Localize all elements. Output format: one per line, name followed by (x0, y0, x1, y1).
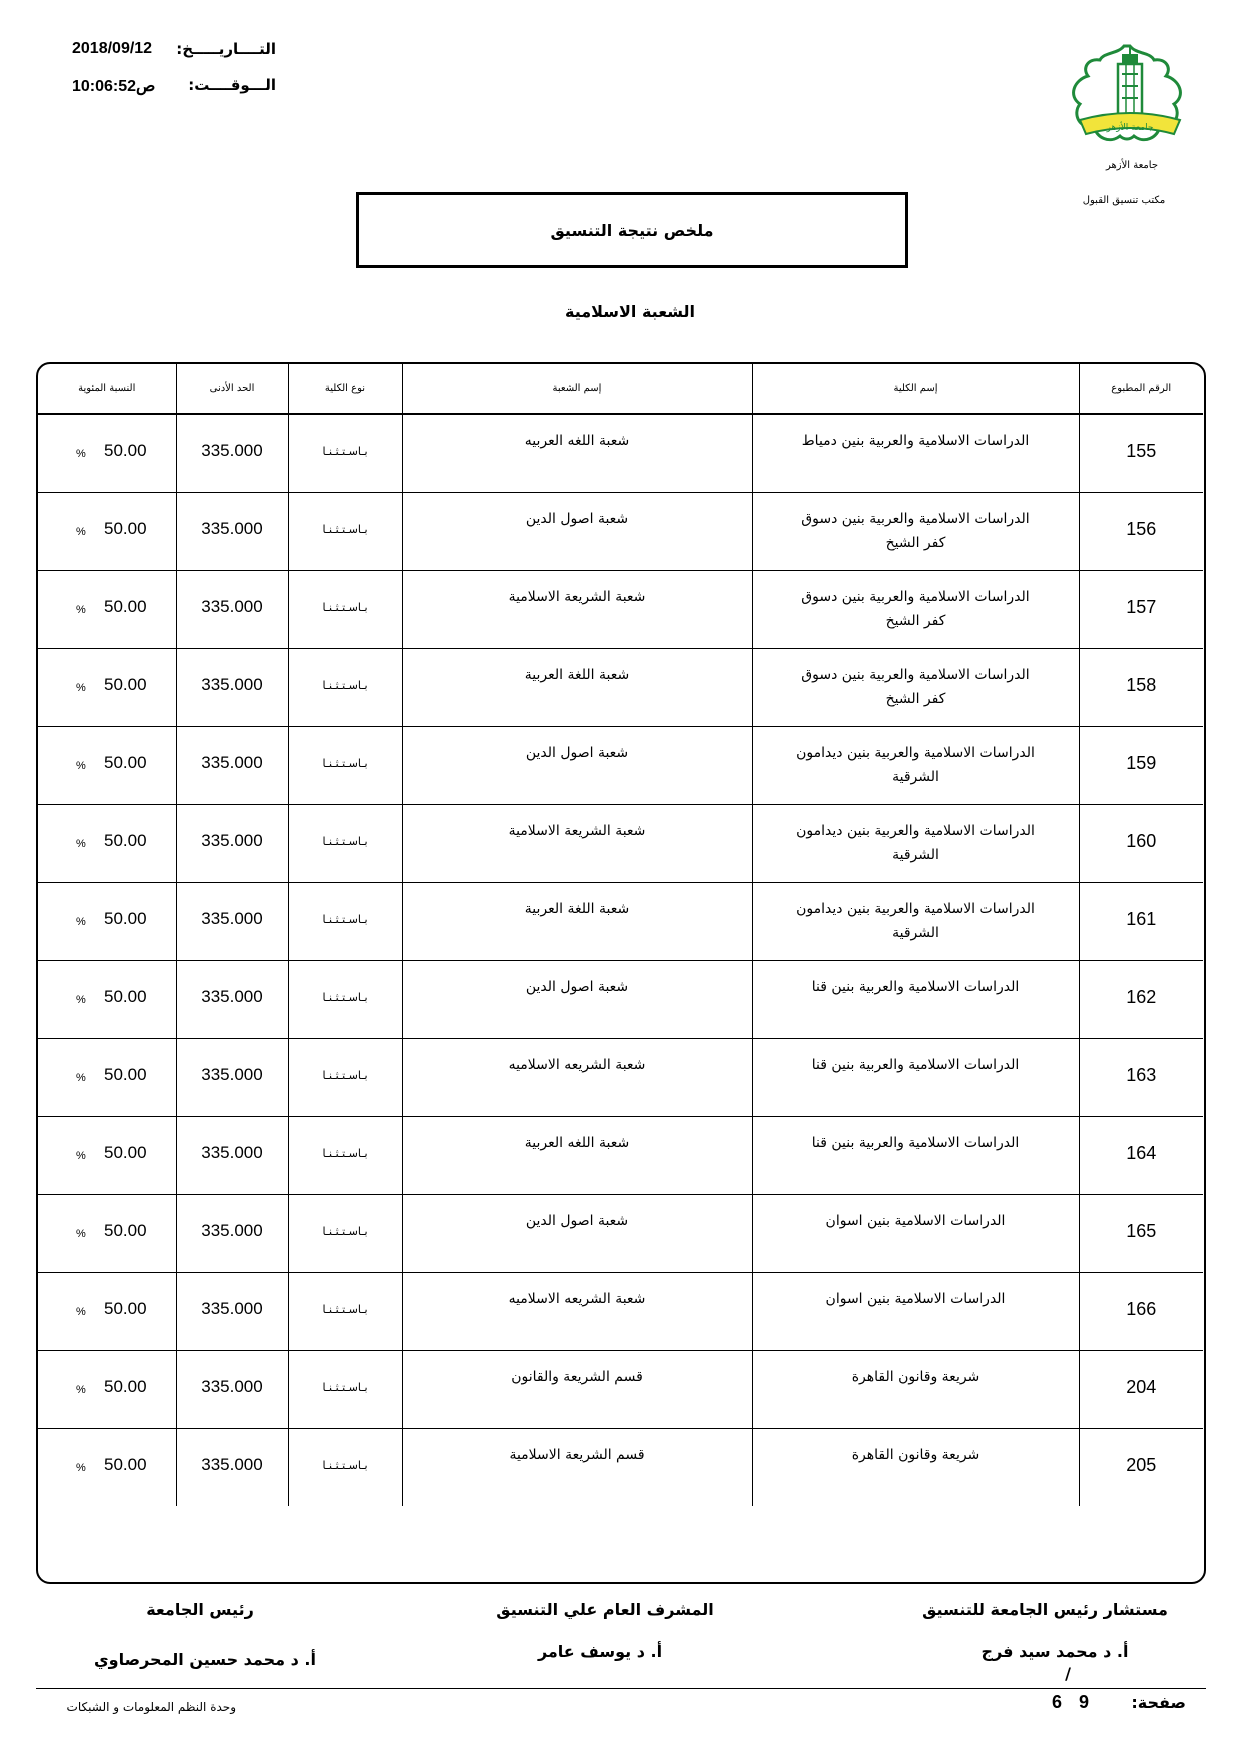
id-value: 156 (1126, 518, 1157, 539)
type-cell (288, 1116, 402, 1194)
min-cell (176, 1038, 288, 1116)
university-logo (1062, 40, 1198, 150)
percent-sign: % (76, 1071, 86, 1084)
percent-sign: % (76, 1149, 86, 1162)
type-value: بـاسـتـثـنـا (322, 522, 368, 536)
id-cell (1079, 1350, 1203, 1428)
college-cell (752, 804, 1079, 882)
type-cell (288, 726, 402, 804)
min-value: 335.000 (201, 596, 263, 616)
header-type: نوع الكلية (288, 364, 402, 414)
college-value: الدراسات الاسلامية والعربية بنين دسوق كفر الشيخ (801, 588, 1030, 629)
percent-cell (38, 726, 176, 804)
college-cell (752, 1038, 1079, 1116)
id-cell (1079, 1272, 1203, 1350)
branch-value: شعبة اصول الدين (525, 978, 629, 995)
min-value: 335.000 (201, 674, 263, 694)
college-cell (752, 1428, 1079, 1506)
type-value: بـاسـتـثـنـا (322, 1302, 368, 1316)
branch-cell (402, 726, 752, 804)
min-value: 335.000 (201, 1376, 263, 1396)
branch-cell (402, 804, 752, 882)
supervisor-name: أ. د يوسف عامر (537, 1642, 663, 1661)
percent-value: 50.00 (104, 986, 147, 1006)
percent-value: 50.00 (104, 1454, 147, 1474)
branch-cell (402, 648, 752, 726)
branch-cell (402, 882, 752, 960)
type-cell (288, 1038, 402, 1116)
branch-value: شعبة الشريعة الاسلامية (508, 588, 646, 605)
min-value: 335.000 (201, 908, 263, 928)
id-value: 164 (1126, 1142, 1157, 1163)
branch-cell (402, 492, 752, 570)
percent-value: 50.00 (104, 674, 147, 694)
type-cell (288, 414, 402, 492)
college-cell (752, 1194, 1079, 1272)
advisor-name: أ. د محمد سيد فرج (981, 1642, 1129, 1661)
id-value: 155 (1126, 441, 1157, 461)
table-row (38, 804, 1203, 882)
header-college: إسم الكلية (752, 364, 1079, 414)
type-cell (288, 570, 402, 648)
org-name: جامعة الأزهر (1105, 160, 1159, 171)
college-cell (752, 414, 1079, 492)
type-value: بـاسـتـثـنـا (322, 1146, 368, 1160)
branch-cell (402, 570, 752, 648)
table-row (38, 1038, 1203, 1116)
id-value: 165 (1126, 1220, 1157, 1241)
college-cell (752, 492, 1079, 570)
percent-value: 50.00 (104, 1376, 147, 1396)
percent-value: 50.00 (104, 596, 147, 616)
min-value: 335.000 (201, 441, 263, 460)
percent-value: 50.00 (104, 1220, 147, 1240)
percent-sign: % (76, 993, 86, 1006)
percent-cell (38, 1350, 176, 1428)
supervisor-title: المشرف العام علي التنسيق (496, 1600, 714, 1619)
min-cell (176, 492, 288, 570)
college-value: الدراسات الاسلامية والعربية بنين قنا (811, 1056, 1020, 1073)
branch-value: قسم الشريعة والقانون (511, 1368, 643, 1385)
college-value: الدراسات الاسلامية والعربية بنين ديدامون الشرقية (796, 744, 1035, 785)
college-value: الدراسات الاسلامية والعربية بنين دسوق كفر الشيخ (801, 666, 1030, 707)
results-table (38, 364, 1203, 1506)
id-value: 158 (1126, 674, 1157, 695)
president-name: أ. د محمد حسين المحرصاوي (94, 1650, 316, 1669)
type-value: بـاسـتـثـنـا (322, 1380, 368, 1394)
table-header-row (38, 364, 1203, 414)
min-value: 335.000 (201, 518, 263, 538)
branch-cell (402, 414, 752, 492)
table-row (38, 882, 1203, 960)
min-value: 335.000 (201, 1142, 263, 1162)
id-cell (1079, 804, 1203, 882)
table-row (38, 570, 1203, 648)
type-value: بـاسـتـثـنـا (322, 990, 368, 1004)
min-cell (176, 1194, 288, 1272)
percent-value: 50.00 (104, 1142, 147, 1162)
min-cell (176, 414, 288, 492)
min-cell (176, 648, 288, 726)
college-cell (752, 570, 1079, 648)
id-cell (1079, 1038, 1203, 1116)
branch-cell (402, 1038, 752, 1116)
min-value: 335.000 (201, 1064, 263, 1084)
percent-value: 50.00 (104, 1064, 147, 1084)
type-cell (288, 1272, 402, 1350)
page-label: صفحة: (1131, 1693, 1186, 1712)
branch-value: قسم الشريعة الاسلامية (509, 1446, 645, 1463)
type-value: بـاسـتـثـنـا (322, 1224, 368, 1238)
college-value: الدراسات الاسلامية والعربية بنين قنا (811, 978, 1020, 995)
college-value: الدراسات الاسلامية بنين اسوان (825, 1290, 1006, 1307)
header-percent: النسبة المئوية (38, 364, 176, 414)
min-cell (176, 1350, 288, 1428)
branch-cell (402, 1116, 752, 1194)
percent-cell (38, 1038, 176, 1116)
results-table-frame (36, 362, 1206, 1584)
id-value: 204 (1126, 1376, 1157, 1397)
id-value: 163 (1126, 1064, 1157, 1085)
table-row (38, 1350, 1203, 1428)
min-cell (176, 1116, 288, 1194)
percent-cell (38, 1194, 176, 1272)
percent-cell (38, 1272, 176, 1350)
al-azhar-emblem-icon (1062, 40, 1198, 150)
page-number: 6 9 (1052, 1692, 1096, 1712)
title-box (356, 192, 908, 268)
document-title: ملخص نتيجة التنسيق (550, 220, 714, 240)
percent-value: 50.00 (104, 752, 147, 772)
percent-sign: % (76, 759, 86, 772)
id-cell (1079, 1116, 1203, 1194)
min-value: 335.000 (201, 830, 263, 850)
advisor-title: مستشار رئيس الجامعة للتنسيق (922, 1600, 1168, 1619)
college-value: الدراسات الاسلامية والعربية بنين ديدامون الشرقية (796, 822, 1035, 863)
min-cell (176, 960, 288, 1038)
college-value: الدراسات الاسلامية والعربية بنين ديدامون الشرقية (796, 900, 1035, 941)
type-cell (288, 492, 402, 570)
date-label: التــــاريـــــخ: (176, 40, 276, 58)
branch-cell (402, 1428, 752, 1506)
percent-sign: % (76, 915, 86, 928)
min-value: 335.000 (201, 1298, 263, 1318)
branch-value: شعبة الشريعه الاسلاميه (508, 1056, 646, 1073)
min-value: 335.000 (201, 752, 263, 772)
branch-value: شعبة اصول الدين (525, 744, 629, 761)
min-cell (176, 726, 288, 804)
percent-cell (38, 1116, 176, 1194)
college-value: شريعة وقانون القاهرة (851, 1368, 980, 1385)
college-value: الدراسات الاسلامية والعربية بنين قنا (811, 1134, 1020, 1151)
id-cell (1079, 960, 1203, 1038)
branch-value: شعبة اللغه العربيه (524, 433, 630, 449)
branch-value: شعبة اصول الدين (525, 510, 629, 527)
branch-value: شعبة الشريعة الاسلامية (508, 822, 646, 839)
college-cell (752, 882, 1079, 960)
footer-divider (36, 1688, 1206, 1689)
percent-sign: % (76, 837, 86, 850)
type-value: بـاسـتـثـنـا (322, 445, 368, 458)
type-value: بـاسـتـثـنـا (322, 1068, 368, 1082)
id-value: 205 (1126, 1454, 1157, 1475)
header-branch: إسم الشعبة (402, 364, 752, 414)
footer-unit: وحدة النظم المعلومات و الشبكات (66, 1700, 236, 1714)
type-value: بـاسـتـثـنـا (322, 912, 368, 926)
type-value: بـاسـتـثـنـا (322, 1458, 368, 1472)
college-cell (752, 1116, 1079, 1194)
min-value: 335.000 (201, 1454, 263, 1474)
percent-cell (38, 648, 176, 726)
id-value: 159 (1126, 752, 1157, 773)
percent-sign: % (76, 448, 86, 460)
branch-value: شعبة اللغة العربية (524, 666, 630, 683)
college-cell (752, 1272, 1079, 1350)
date-value: 2018/09/12 (72, 40, 153, 57)
type-cell (288, 804, 402, 882)
percent-value: 50.00 (104, 518, 147, 538)
type-value: بـاسـتـثـنـا (322, 756, 368, 770)
min-cell (176, 1428, 288, 1506)
percent-sign: % (76, 603, 86, 616)
percent-value: 50.00 (104, 441, 147, 460)
id-value: 162 (1126, 986, 1157, 1007)
type-value: بـاسـتـثـنـا (322, 834, 368, 848)
president-title: رئيس الجامعة (146, 1600, 254, 1619)
id-value: 166 (1126, 1298, 1157, 1319)
type-cell (288, 1350, 402, 1428)
college-cell (752, 960, 1079, 1038)
college-value: الدراسات الاسلامية والعربية بنين دسوق كفر الشيخ (801, 510, 1030, 551)
college-value: الدراسات الاسلامية والعربية بنين دمياط (801, 433, 1030, 449)
percent-cell (38, 414, 176, 492)
table-row (38, 648, 1203, 726)
percent-cell (38, 882, 176, 960)
table-row (38, 1272, 1203, 1350)
percent-cell (38, 804, 176, 882)
percent-sign: % (76, 525, 86, 538)
percent-sign: % (76, 1383, 86, 1396)
type-cell (288, 960, 402, 1038)
table-row (38, 960, 1203, 1038)
branch-value: شعبة اللغه العربية (524, 1134, 630, 1151)
type-value: بـاسـتـثـنـا (322, 678, 368, 692)
svg-text:جامعة الأزهر: جامعة الأزهر (1106, 123, 1154, 133)
table-row (38, 1116, 1203, 1194)
id-cell (1079, 1194, 1203, 1272)
section-title: الشعبة الاسلامية (564, 302, 696, 321)
id-cell (1079, 414, 1203, 492)
min-value: 335.000 (201, 1220, 263, 1240)
college-value: الدراسات الاسلامية بنين اسوان (825, 1212, 1006, 1229)
branch-cell (402, 1350, 752, 1428)
branch-value: شعبة الشريعه الاسلاميه (508, 1290, 646, 1307)
id-cell (1079, 726, 1203, 804)
id-cell (1079, 648, 1203, 726)
college-cell (752, 726, 1079, 804)
table-row (38, 1194, 1203, 1272)
min-cell (176, 882, 288, 960)
header-min: الحد الأدنى (176, 364, 288, 414)
id-value: 157 (1126, 596, 1157, 617)
branch-cell (402, 1194, 752, 1272)
percent-sign: % (76, 1461, 86, 1474)
percent-sign: % (76, 1305, 86, 1318)
table-row (38, 1428, 1203, 1506)
type-cell (288, 1428, 402, 1506)
table-row (38, 726, 1203, 804)
branch-cell (402, 1272, 752, 1350)
percent-cell (38, 1428, 176, 1506)
percent-cell (38, 960, 176, 1038)
type-value: بـاسـتـثـنـا (322, 600, 368, 614)
percent-cell (38, 492, 176, 570)
id-cell (1079, 492, 1203, 570)
percent-sign: % (76, 1227, 86, 1240)
table-row (38, 414, 1203, 492)
office-name: مكتب تنسيق القبول (1082, 195, 1166, 206)
time-label: الـــوقــــت: (188, 76, 276, 94)
college-cell (752, 1350, 1079, 1428)
min-cell (176, 804, 288, 882)
type-cell (288, 1194, 402, 1272)
header-id: الرقم المطبوع (1079, 364, 1203, 414)
branch-cell (402, 960, 752, 1038)
id-cell (1079, 1428, 1203, 1506)
id-cell (1079, 570, 1203, 648)
percent-value: 50.00 (104, 1298, 147, 1318)
percent-cell (38, 570, 176, 648)
type-cell (288, 648, 402, 726)
table-row (38, 492, 1203, 570)
id-value: 160 (1126, 830, 1157, 851)
time-value: ص10:06:52 (72, 78, 156, 95)
percent-sign: % (76, 681, 86, 694)
college-value: شريعة وقانون القاهرة (851, 1446, 980, 1463)
branch-value: شعبة اصول الدين (525, 1212, 629, 1229)
min-value: 335.000 (201, 986, 263, 1006)
advisor-mark: / (1065, 1664, 1071, 1683)
id-value: 161 (1126, 908, 1157, 929)
id-cell (1079, 882, 1203, 960)
college-cell (752, 648, 1079, 726)
min-cell (176, 1272, 288, 1350)
min-cell (176, 570, 288, 648)
type-cell (288, 882, 402, 960)
percent-value: 50.00 (104, 830, 147, 850)
branch-value: شعبة اللغة العربية (524, 900, 630, 917)
percent-value: 50.00 (104, 908, 147, 928)
